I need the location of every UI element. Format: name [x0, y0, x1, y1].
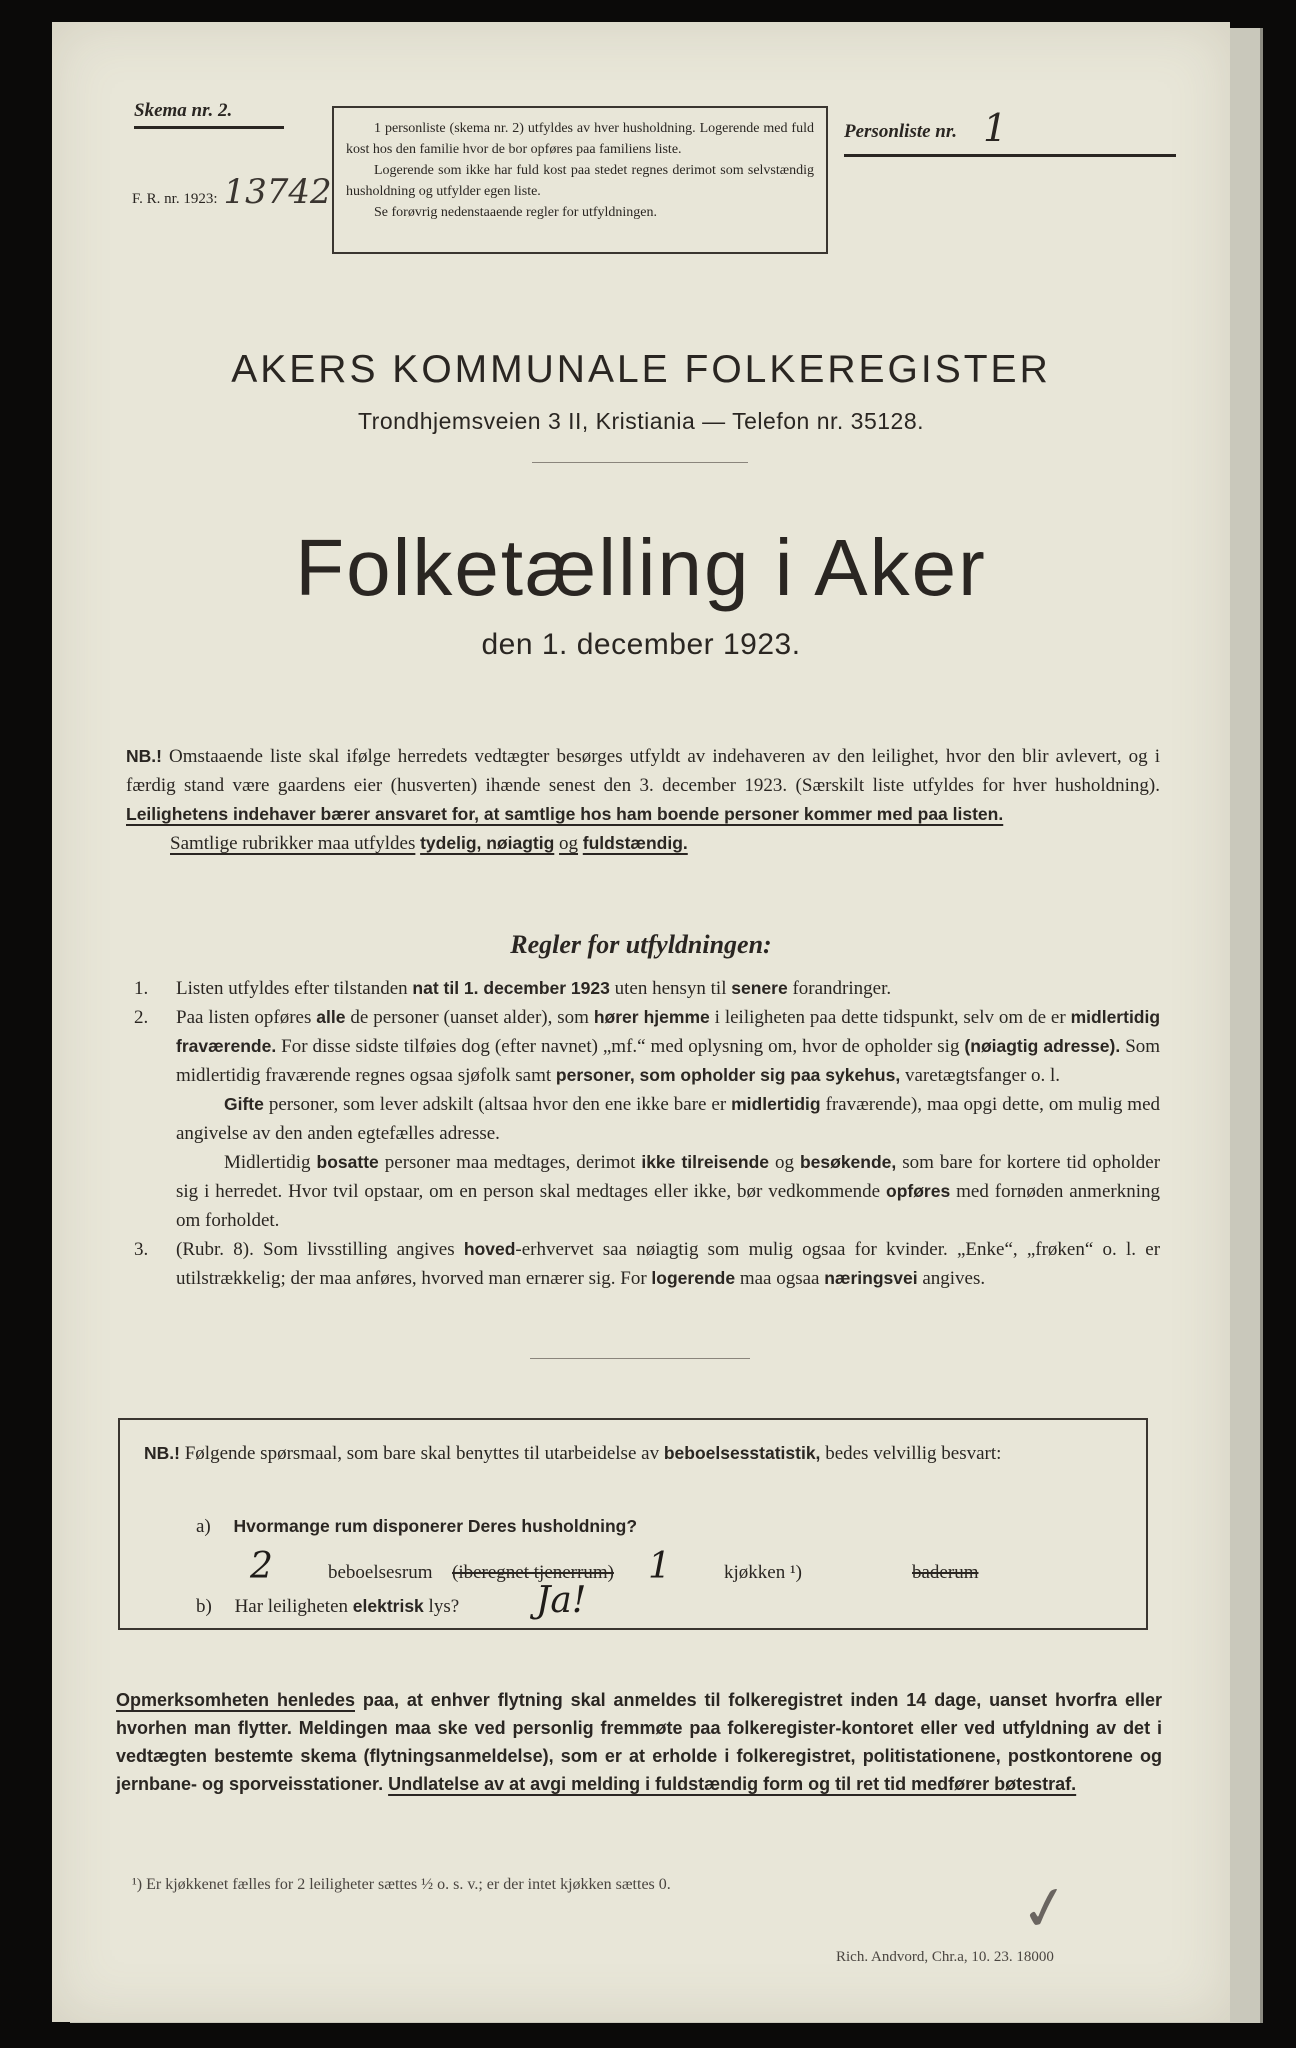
stat-intro	[144, 1438, 1120, 1469]
rule-text: personer maa medtages, derimot	[384, 1152, 636, 1173]
stat-intro-text: Følgende spørsmaal, som bare skal benyttes til utarbeidelse av	[184, 1443, 660, 1464]
rule-text: Midlertidig	[224, 1152, 311, 1173]
rule-text: (Rubr. 8). Som livsstilling angives	[176, 1239, 455, 1260]
rule-text: For disse sidste tilføies dog (efter navnet) „mf.“ med oplysning om, hvor de opholder sig	[281, 1036, 960, 1057]
housing-statistics-box	[118, 1418, 1148, 1630]
rule-number: 1.	[134, 978, 149, 999]
nb-line2-a: Samtlige rubrikker maa utfyldes	[170, 833, 416, 854]
electric-answer-handwritten: Ja!	[536, 1580, 587, 1621]
notice-penalty: Undlatelse av at avgi melding i fuldstændig form og til ret tid medfører bøtestraf.	[388, 1774, 1077, 1794]
personliste-handwritten-value: 1	[982, 106, 1008, 150]
notice-lead: Opmerksomheten henledes	[116, 1690, 355, 1710]
nb-line2-d: fuldstændig.	[582, 833, 688, 853]
rule-bold: midlertidig	[731, 1094, 821, 1114]
rooms-handwritten: 2	[250, 1546, 273, 1587]
question-letter: b)	[196, 1596, 212, 1617]
nb-second-line	[126, 829, 1160, 858]
rule-text: Listen utfyldes efter tilstanden	[176, 978, 408, 999]
instruction-line: Logerende som ikke har fuld kost paa stedet regnes derimot som selvstændig husholdning og utfylder egen liste.	[346, 163, 814, 199]
page-title: Folketælling i Aker	[295, 523, 987, 612]
rule-3	[116, 1235, 1160, 1293]
question-b-text: Har leiligheten	[234, 1596, 349, 1617]
personliste-number	[844, 106, 1176, 157]
nb-label: NB.!	[126, 746, 162, 766]
rule-2-paragraph-2	[116, 1090, 1160, 1148]
rule-text: de personer (uanset alder), som	[350, 1007, 589, 1028]
question-a-text: Hvormange rum disponerer Deres husholdning?	[233, 1516, 638, 1536]
question-b-bold: elektrisk	[352, 1596, 424, 1616]
fr-handwritten-number: 13742	[223, 172, 332, 212]
nb-paragraph	[126, 742, 1160, 858]
census-form-page	[52, 22, 1230, 2022]
rooms-struck-label: (iberegnet tjenerrum)	[452, 1562, 614, 1583]
nb-line2-b: tydelig, nøiagtig	[420, 833, 555, 853]
personliste-label: Personliste nr.	[844, 121, 957, 142]
checkmark-icon: ✓	[1014, 1870, 1076, 1948]
question-a	[196, 1516, 637, 1538]
rule-text: maa ogsaa	[739, 1268, 820, 1289]
printer-imprint: Rich. Andvord, Chr.a, 10. 23. 18000	[836, 1949, 1054, 1965]
organization-address: Trondhjemsveien 3 II, Kristiania — Telefon nr. 35128.	[357, 408, 925, 434]
rule-bold: midlertidig fraværende.	[176, 1007, 1161, 1056]
rule-number: 3.	[134, 1239, 149, 1260]
divider	[532, 462, 748, 463]
rule-bold: bosatte	[316, 1152, 379, 1172]
rule-2	[116, 1003, 1160, 1090]
stat-intro-bold: beboelsesstatistik,	[663, 1443, 821, 1463]
rule-text: uten hensyn til	[614, 978, 727, 999]
rule-bold: logerende	[651, 1268, 736, 1288]
census-date: den 1. december 1923.	[481, 628, 801, 661]
rule-text: -erhvervet saa nøiagtig som mulig ogsaa for kvinder. „Enke“, „frøken“ o. l. er utilstrækkelig; der maa anføres, hvorved man ernærer sig. For	[176, 1239, 1161, 1289]
organization-title: AKERS KOMMUNALE FOLKEREGISTER	[231, 348, 1051, 391]
fr-number	[132, 172, 332, 212]
rooms-label: beboelsesrum	[328, 1562, 433, 1583]
rule-bold: ikke tilreisende	[641, 1152, 770, 1172]
question-letter: a)	[196, 1516, 211, 1537]
rule-text: fraværende), maa opgi dette, om mulig med angivelse av den anden egtefælles adresse.	[176, 1094, 1161, 1144]
rule-bold: (nøiagtig adresse).	[964, 1036, 1121, 1056]
rule-bold: personer, som opholder sig paa sykehus,	[555, 1065, 901, 1085]
nb-responsibility-text: Leilighetens indehaver bærer ansvaret for, at samtlige hos ham boende personer kommer med paa listen.	[126, 804, 1004, 824]
kitchen-label: kjøkken ¹)	[724, 1562, 802, 1583]
instructions-box	[332, 106, 828, 254]
rule-2-paragraph-3	[116, 1148, 1160, 1235]
nb-line2-c: og	[559, 833, 579, 854]
rule-text: angives.	[922, 1268, 986, 1289]
rule-1	[116, 974, 1160, 1003]
rule-text: som bare for kortere tid opholder sig i herredet. Hvor tvil opstaar, om en person skal medtages eller ikke, bør vedkommende	[176, 1152, 1161, 1202]
rule-bold: hoved	[463, 1239, 516, 1259]
question-b	[196, 1580, 896, 1626]
bath-struck-label: baderum	[912, 1562, 979, 1583]
fr-label: F. R. nr. 1923:	[132, 191, 218, 207]
rule-text: forandringer.	[792, 978, 892, 999]
rule-bold: opføres	[886, 1181, 951, 1201]
rules-heading: Regler for utfyldningen:	[510, 930, 772, 959]
rule-text: med fornøden anmerkning om forholdet.	[176, 1181, 1161, 1231]
rule-text: i leiligheten paa dette tidspunkt, selv om de er	[714, 1007, 1066, 1028]
nb-text: Omstaaende liste skal ifølge herredets vedtægter besørges utfyldt av indehaveren av den leilighet, hvor den blir avlevert, og i færdig stand være gaardens eier (husverten) ihænde senest den 3. december 1923. (Særskilt liste utfyldes for hver husholdning).	[126, 746, 1160, 796]
skema-number: Skema nr. 2.	[134, 100, 284, 129]
footnote: ¹) Er kjøkkenet fælles for 2 leiligheter sættes ½ o. s. v.; er der intet kjøkken sættes 0.	[132, 1876, 671, 1893]
nb-label: NB.!	[144, 1443, 180, 1463]
kitchen-handwritten: 1	[648, 1546, 671, 1587]
notice-text: paa, at enhver flytning skal anmeldes til folkeregistret inden 14 dage, uanset hvorfra eller hvorhen man flytter. Meldingen maa ske ved personlig fremmøte paa folkeregister-kontoret eller ved utfyldning av det i vedtægten bestemte skema (flytningsanmeldelse), som er at erholde i folkeregistret, politistationene, postkontorene og jernbane- og sporveisstationer.	[116, 1690, 1163, 1794]
rule-bold: besøkende,	[799, 1152, 897, 1172]
instruction-line: 1 personliste (skema nr. 2) utfyldes av hver husholdning. Logerende med fuld kost hos den familie hvor de bor opføres paa familiens liste.	[346, 121, 814, 157]
rules-list	[116, 974, 1160, 1293]
rule-bold: hører hjemme	[593, 1007, 710, 1027]
rule-text: Som midlertidig fraværende regnes ogsaa sjøfolk samt	[176, 1036, 1161, 1086]
instruction-line: Se forøvrig nedenstaaende regler for utfyldningen.	[374, 205, 658, 220]
rule-bold: senere	[731, 978, 788, 998]
divider	[530, 1358, 750, 1359]
rule-text: og	[775, 1152, 794, 1173]
rule-text: Paa listen opføres	[176, 1007, 312, 1028]
moving-notice	[116, 1686, 1162, 1798]
rule-text: personer, som lever adskilt (altsaa hvor den ene ikke bare er	[268, 1094, 727, 1115]
rule-bold: nat til 1. december 1923	[412, 978, 610, 998]
rule-bold: næringsvei	[824, 1268, 918, 1288]
question-b-text: lys?	[428, 1596, 460, 1617]
rule-bold: Gifte	[224, 1094, 264, 1114]
rule-text: varetægtsfanger o. l.	[904, 1065, 1061, 1086]
stat-intro-text: bedes velvillig besvart:	[825, 1443, 1002, 1464]
rule-number: 2.	[134, 1007, 149, 1028]
rooms-answer-line	[240, 1546, 1120, 1596]
rule-bold: alle	[316, 1007, 346, 1027]
